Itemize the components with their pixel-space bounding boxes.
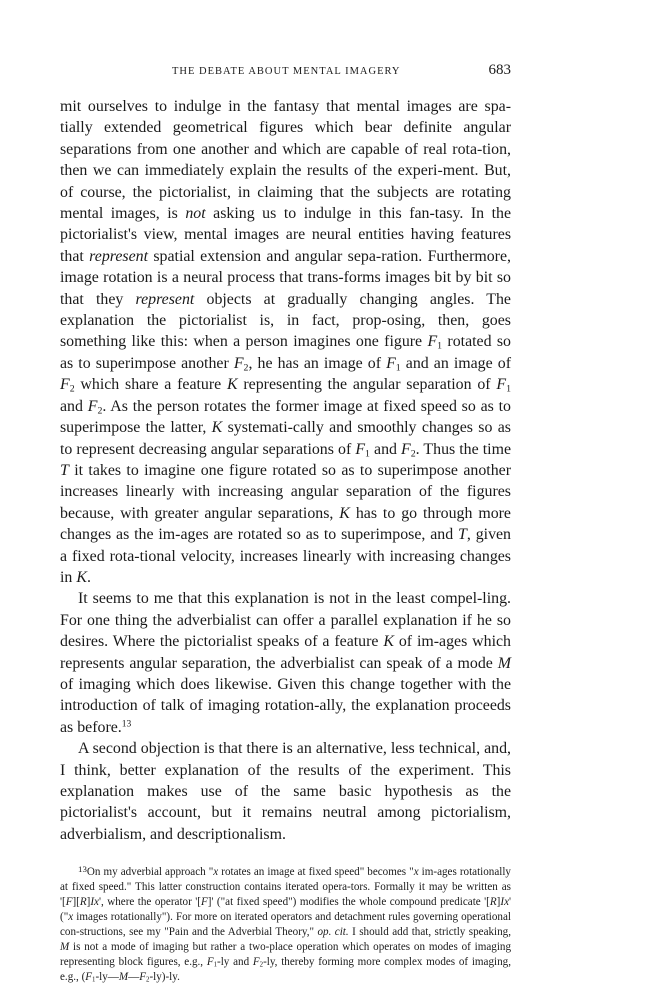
footnote-13: $^{13}$On my adverbial approach "x rotates an image at fixed speed" becomes "x im-ages rotationally at fixed speed." This latter construction contains iterated opera-tors. Formally it may be written as '[F][R]Ix', where the operator '[F]' ("at fixed speed") modifies the whole compound predicate '[R]Ix' ("x images rotationally"). For more on iterated operators and detachment rules governing operational con-structions, see my "Pain and the Adverbial Theory," op. cit. I should add that, strictly speaking, M is not a mode of imaging but rather a two-place operation which operates on modes of imaging representing block figures, e.g., $F_1-ly$ and $F_2-ly$, thereby forming more complex modes of imaging, e.g., $(F_1-ly—M—F_2-ly)-ly$. [60,864,511,984]
footnote-reference[interactable]: 13 [121,718,132,730]
footnote-number: 13 [78,864,87,875]
running-head [60,62,511,84]
paragraph-3: A second objection is that there is an alternative, less technical, and, I think, better explanation of the results of the experiment. This explanation makes use of the same basic hypothesis as the pictorialist's account, but it remains neutral among pictorialism, adverbialism, and descriptionalism. [60,740,511,843]
running-head-title: THE DEBATE ABOUT MENTAL IMAGERY [172,66,401,77]
page [60,62,511,985]
page-number: 683 [488,62,511,78]
body-text [60,96,511,845]
paragraph-2: It seems to me that this explanation is not in the least compel-ling. For one thing the adverbialist can offer a parallel explanation if he so desires. Where the pictorialist speaks of a feature K of im-ages which represents angular separation, the adverbialist can speak of a mode M of imaging which does likewise. Given this change together with the introduction of talk of imaging rotation-ally, the explanation proceeds as before.$^{13}$ [60,590,511,736]
paragraph-1: mit ourselves to indulge in the fantasy that mental images are spa-tially extended geometrical figures which bear definite angular separations from one another and which are capable of real rota-tion, then we can immediately explain the results of the experi-ment. But, of course, the pictorialist, in claiming that the subjects are rotating mental images, is not asking us to indulge in this fan-tasy. In the pictorialist's view, mental images are neural entities having features that represent spatial extension and angular sepa-ration. Furthermore, image rotation is a neural process that trans-forms images bit by bit so that they represent objects at gradually changing angles. The explanation the pictorialist is, in fact, prop-osing, then, goes something like this: when a person imagines one figure $F_1$ rotated so as to superimpose another $F_2$, he has an image of $F_1$ and an image of $F_2$ which share a feature K representing the angular separation of $F_1$ and $F_2$. As the person rotates the former image at fixed speed so as to superimpose the latter, K systemati-cally and smoothly changes so as to represent decreasing angular separations of $F_1$ and $F_2$. Thus the time T it takes to imagine one figure rotated so as to superimpose another increases linearly with increasing angular separation of the figures because, with greater angular separations, K has to go through more changes as the im-ages are rotated so as to superimpose, and T, given a fixed rota-tional velocity, increases linearly with increasing changes in K. [60,98,512,586]
